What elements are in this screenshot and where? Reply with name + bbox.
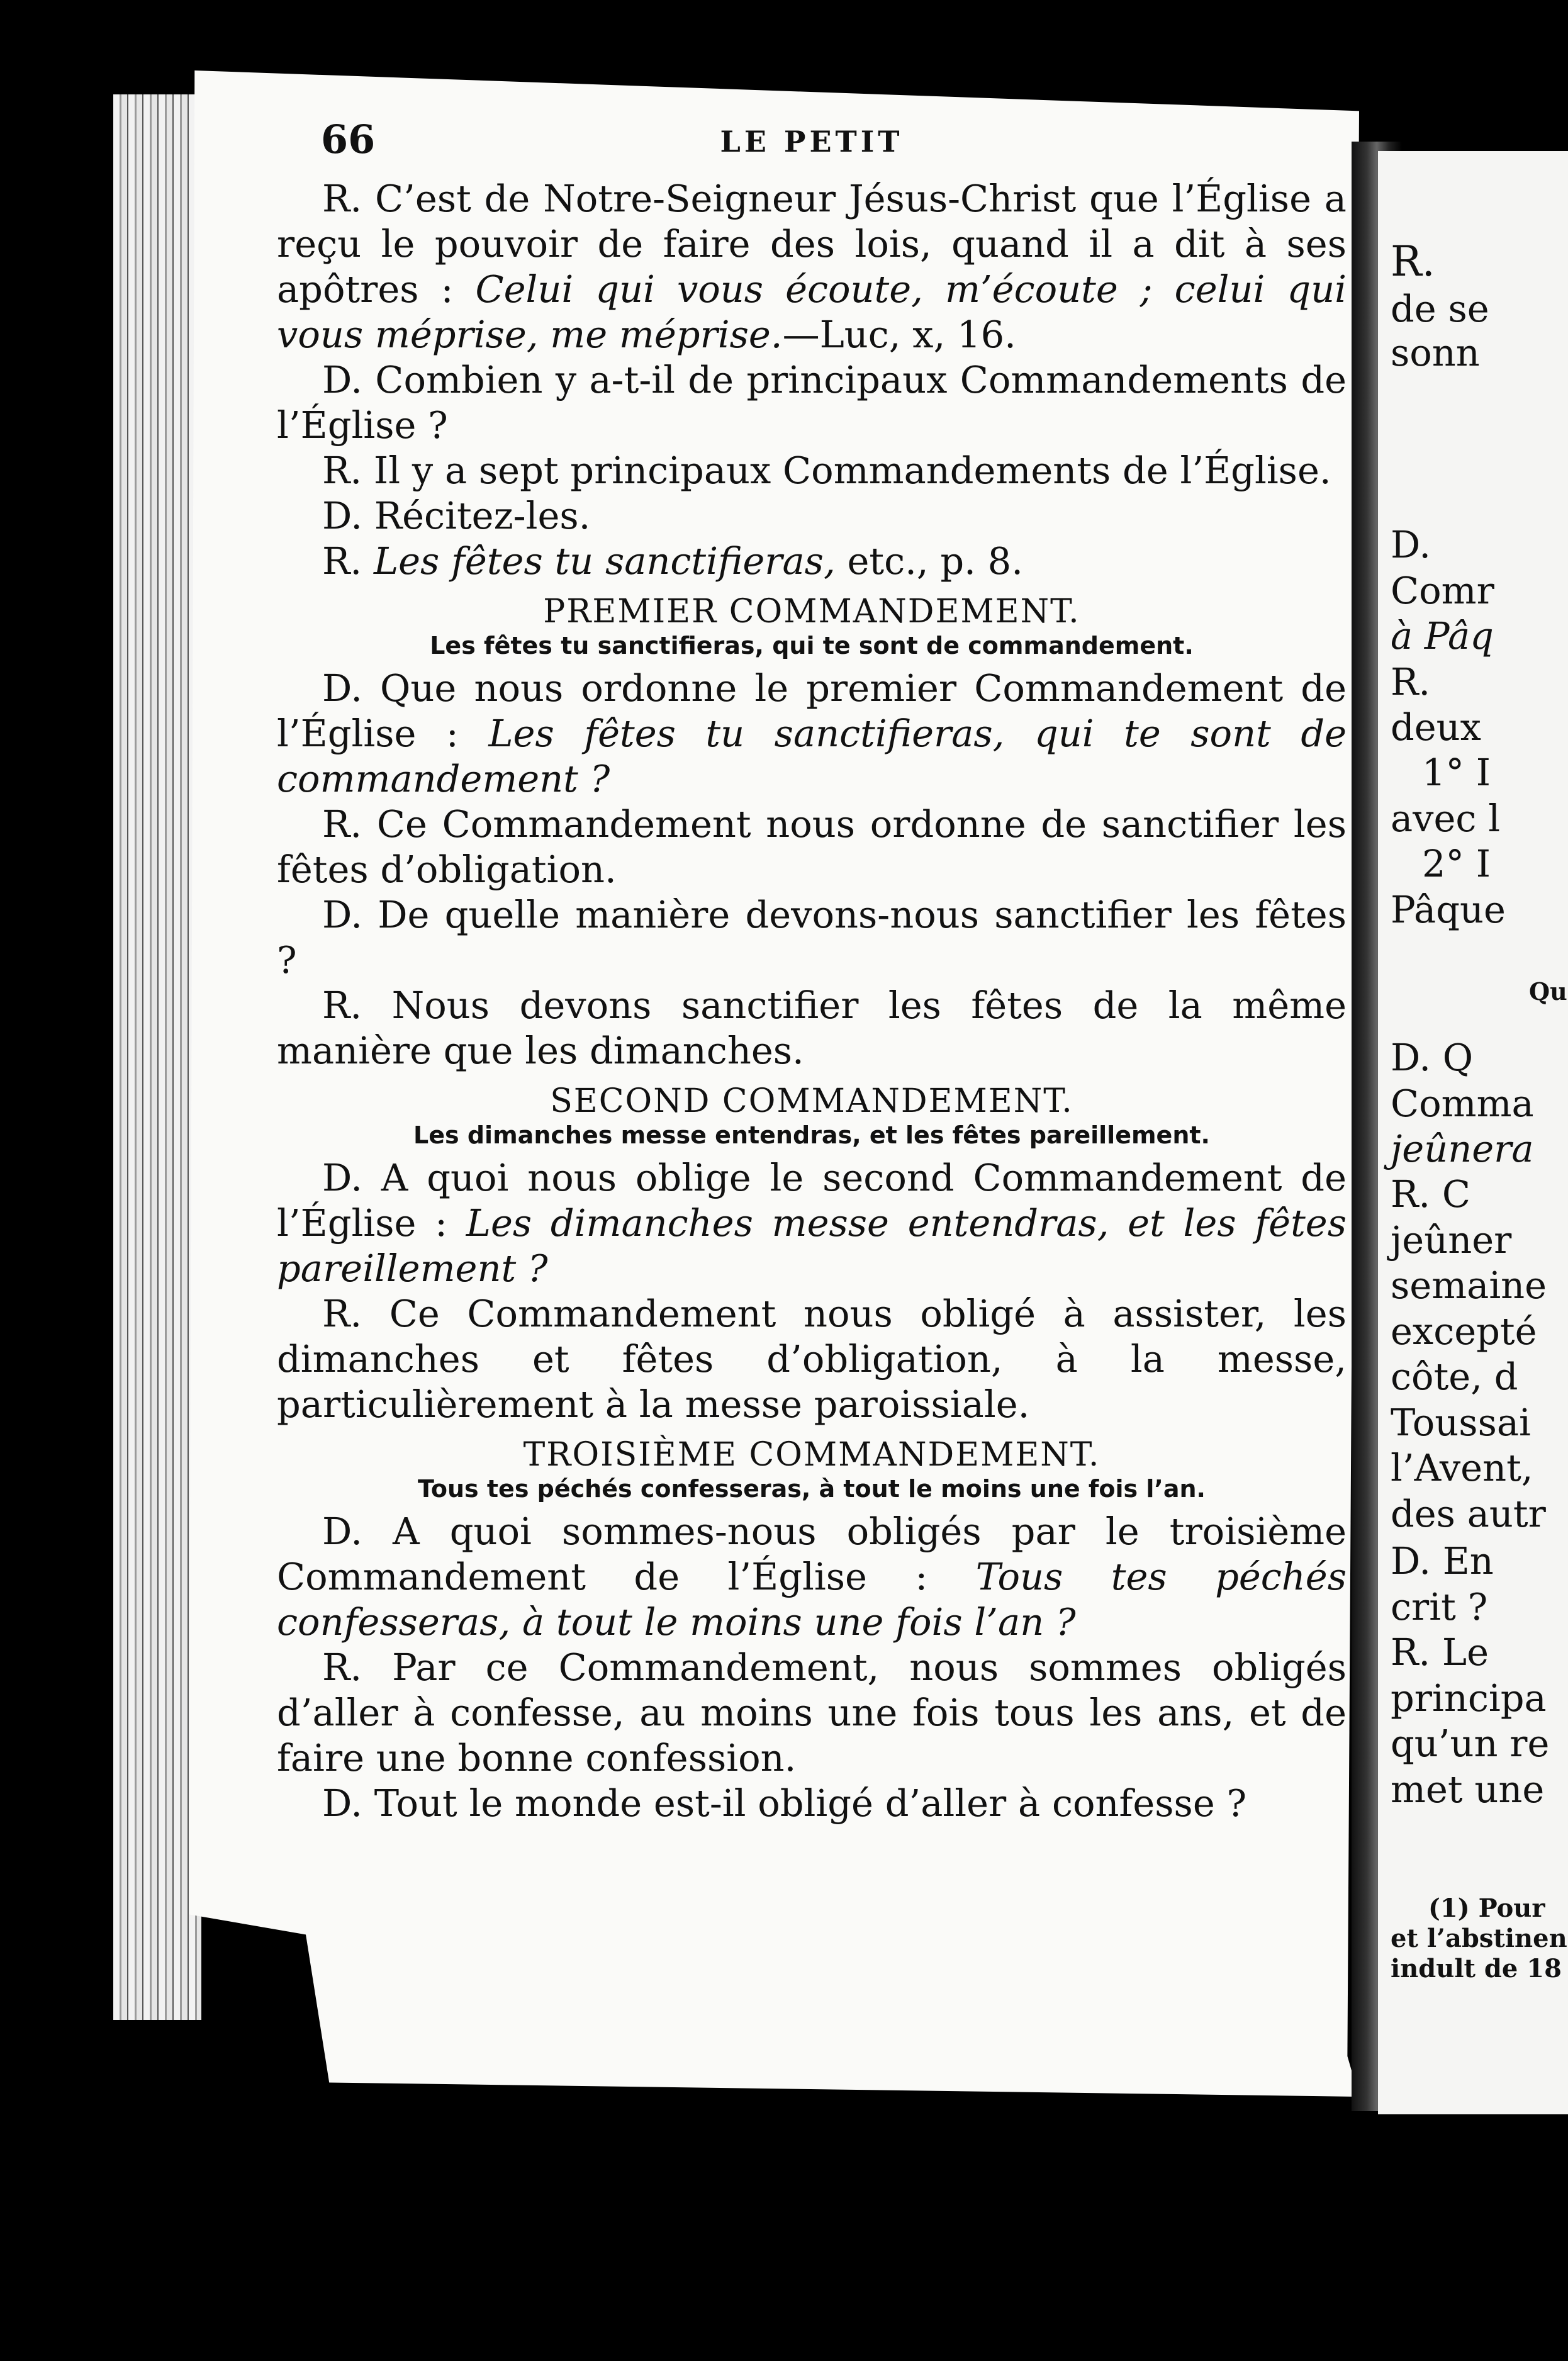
page-number: 66 (321, 116, 376, 162)
page-header (277, 107, 1347, 176)
paragraph: R. Il y a sept principaux Commandements de l’Église. (322, 449, 1331, 492)
running-title: LE PETIT (720, 125, 904, 159)
right-line: R. C (1391, 1172, 1471, 1216)
paragraph: D. De quelle manière devons-nous sanctifier les fêtes ? (277, 893, 1347, 982)
right-line: R. (1391, 237, 1435, 286)
right-line: l’Avent, (1391, 1446, 1533, 1489)
right-line: de se (1391, 287, 1489, 330)
page-edges (113, 94, 201, 2020)
paragraph: R. C’est de Notre-Seigneur Jésus-Christ que l’Église a reçu le pouvoir de faire des lois, quand il a dit à ses apôtres : Celui qui vous écoute, m’écoute ; celui qui vous méprise, me méprise.—Luc, x, 16. (277, 177, 1347, 356)
paragraph: D. A quoi nous oblige le second Commandement de l’Église : Les dimanches messe entendras, et les fêtes pareillement ? (277, 1156, 1347, 1290)
page-content (277, 107, 1347, 1826)
right-line: semaine (1391, 1264, 1547, 1307)
right-line: deux (1391, 705, 1481, 749)
right-line: principa (1391, 1676, 1547, 1720)
right-line: des autr (1391, 1492, 1546, 1535)
paragraph: R. Nous devons sanctifier les fêtes de la même manière que les dimanches. (277, 984, 1347, 1072)
right-line: à Pâq (1391, 614, 1494, 658)
right-line: avec l (1391, 797, 1501, 840)
right-line: qu’un re (1391, 1722, 1550, 1765)
section-subtitle: Tous tes péchés confesseras, à tout le moins une fois l’an. (418, 1475, 1206, 1503)
section-title: TROISIÈME COMMANDEMENT. (523, 1436, 1100, 1474)
right-line: D. Q (1391, 1036, 1474, 1079)
right-line: D. En (1391, 1539, 1494, 1583)
right-line: R. (1391, 660, 1431, 704)
right-line: D. (1391, 523, 1431, 566)
right-footnote: indult de 18 (1391, 1954, 1562, 1983)
right-line: Qu (1529, 977, 1567, 1006)
paragraph: R. Ce Commandement nous ordonne de sanctifier les fêtes d’obligation. (277, 802, 1347, 891)
right-page (1378, 151, 1568, 2114)
right-footnote: (1) Pour (1428, 1893, 1545, 1923)
paragraph: R. Ce Commandement nous obligé à assister, les dimanches et fêtes d’obligation, à la messe, particulièrement à la messe paroissiale. (277, 1292, 1347, 1426)
right-line: met une (1391, 1768, 1545, 1811)
right-line: 1° I (1422, 751, 1491, 794)
right-footnote: et l’abstinen (1391, 1924, 1567, 1953)
right-line: 2° I (1422, 842, 1491, 885)
right-line: R. Le (1391, 1630, 1489, 1674)
right-line: Pâque (1391, 888, 1506, 931)
paragraph: D. Récitez-les. (322, 494, 591, 537)
paragraph: D. Combien y a-t-il de principaux Commandements de l’Église ? (277, 358, 1347, 447)
right-line: sonn (1391, 331, 1480, 374)
section-subtitle: Les dimanches messe entendras, et les fêtes pareillement. (413, 1121, 1210, 1149)
section-title: PREMIER COMMANDEMENT. (543, 593, 1080, 631)
right-line: côte, d (1391, 1355, 1518, 1398)
paragraph: R. Les fêtes tu sanctifieras, etc., p. 8. (322, 539, 1023, 583)
section-title: SECOND COMMANDEMENT. (550, 1082, 1073, 1120)
right-line: excepté (1391, 1309, 1537, 1353)
paragraph: D. Tout le monde est-il obligé d’aller à confesse ? (322, 1781, 1247, 1825)
paragraph: D. Que nous ordonne le premier Commandement de l’Église : Les fêtes tu sanctifieras, qui te sont de commandement ? (277, 666, 1347, 800)
right-line: Comma (1391, 1082, 1534, 1125)
right-line: jeûner (1391, 1218, 1512, 1262)
paragraph: D. A quoi sommes-nous obligés par le troisième Commandement de l’Église : Tous tes péchés confesseras, à tout le moins une fois l’an ? (277, 1510, 1347, 1644)
right-line: jeûnera (1391, 1127, 1534, 1170)
right-line: Toussai (1391, 1401, 1531, 1444)
right-line: Comr (1391, 569, 1494, 612)
section-subtitle: Les fêtes tu sanctifieras, qui te sont de commandement. (430, 632, 1194, 659)
right-line: crit ? (1391, 1585, 1488, 1629)
paragraph: R. Par ce Commandement, nous sommes obligés d’aller à confesse, au moins une fois tous les ans, et de faire une bonne confession. (277, 1646, 1347, 1780)
